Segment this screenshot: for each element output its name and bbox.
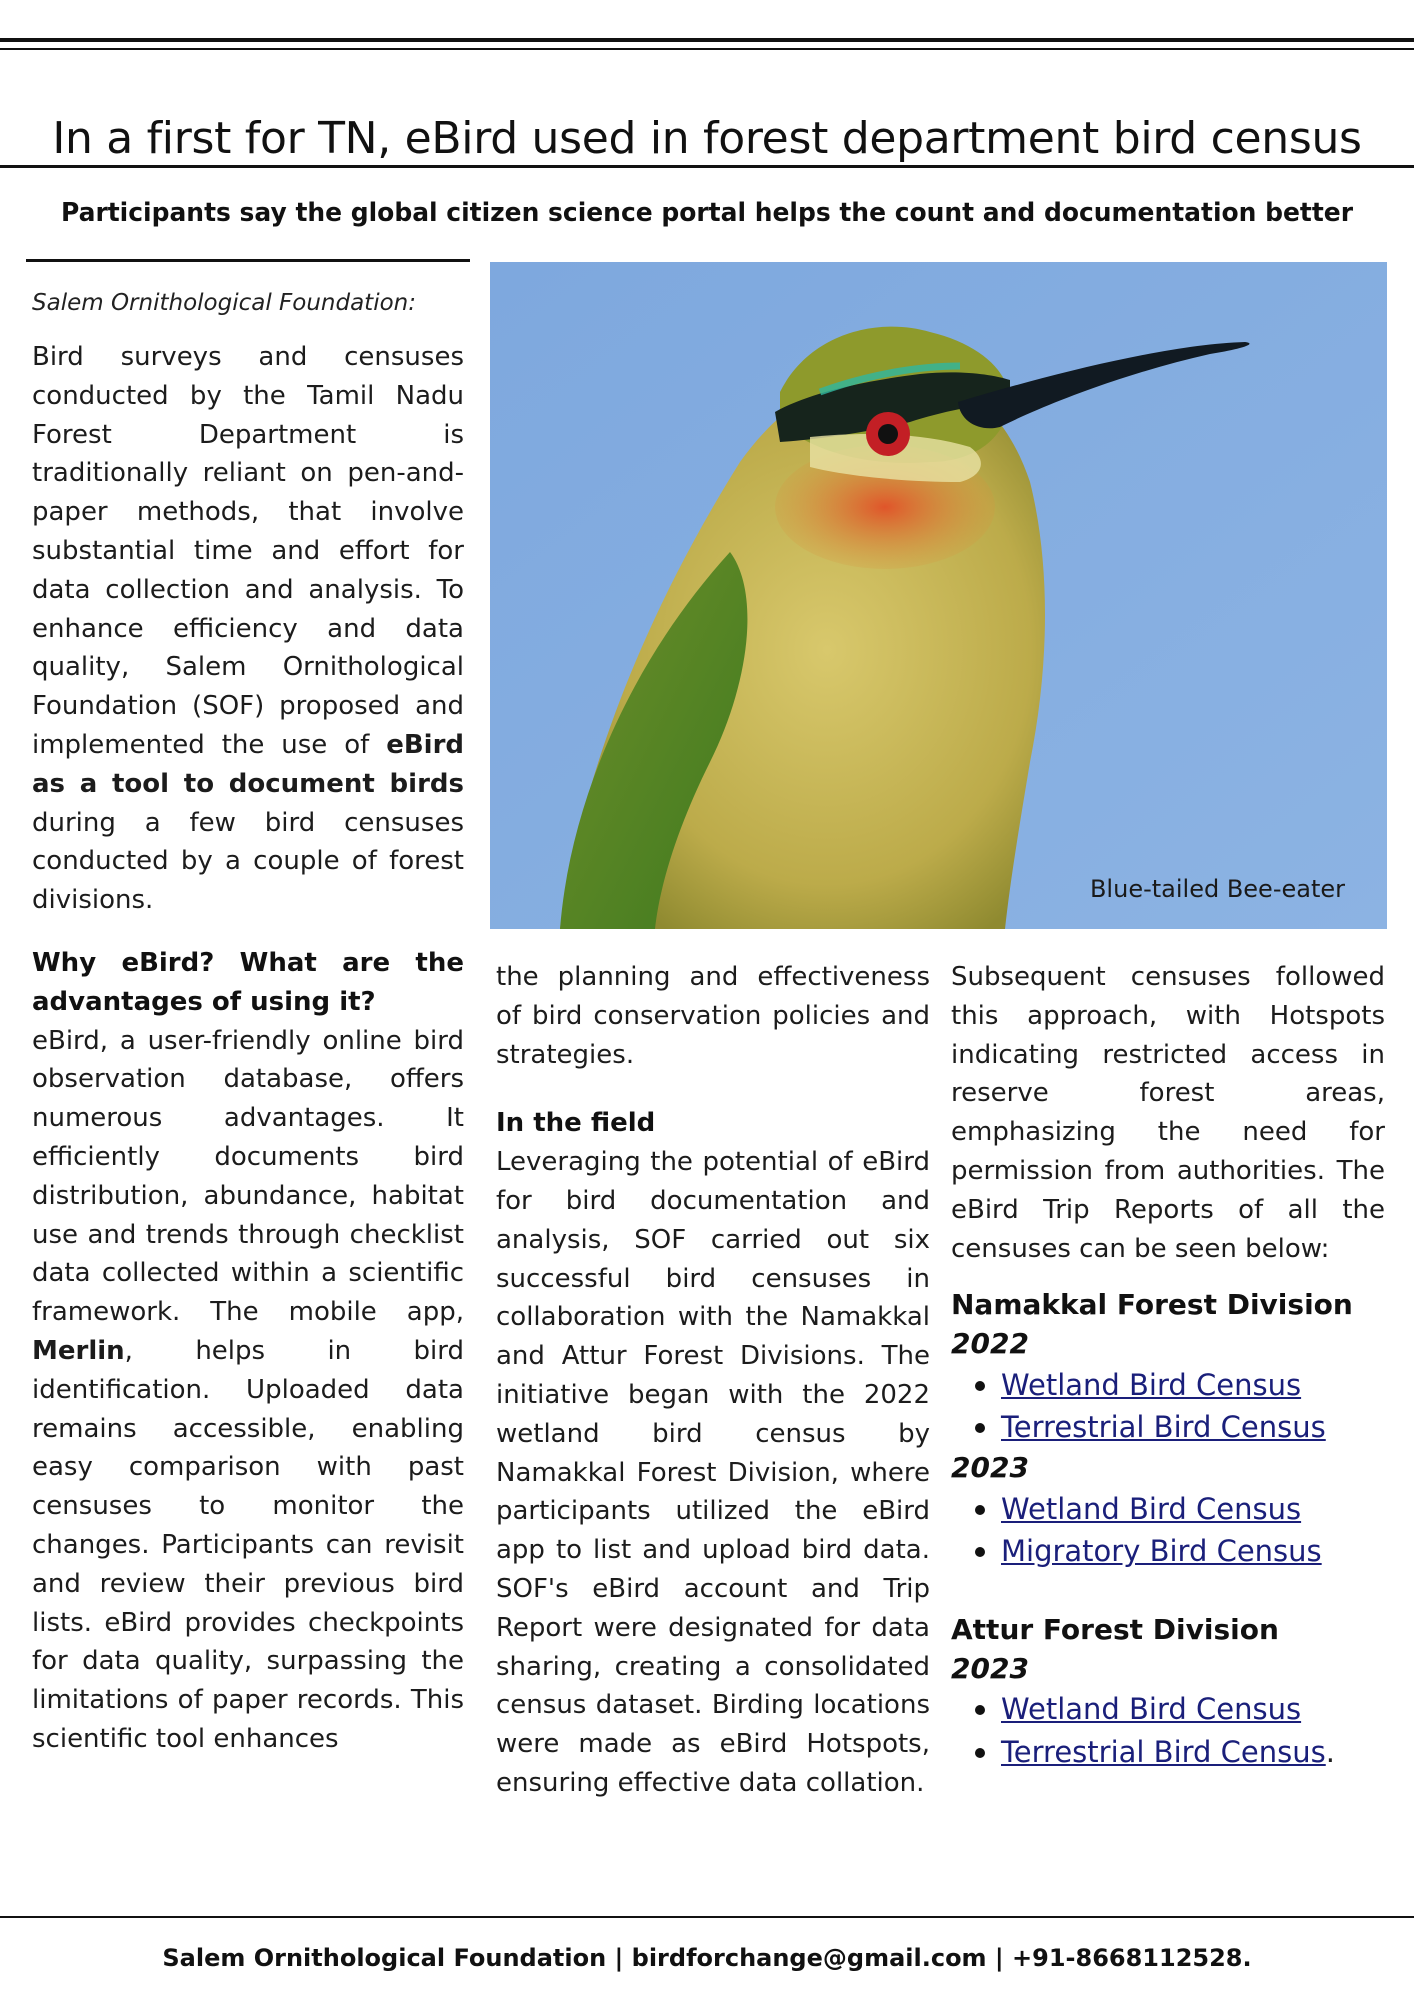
why-heading: Why eBird? What are the advantages of using it? — [32, 947, 464, 1017]
column-1 — [32, 280, 464, 1759]
link-namakkal-2022-terrestrial[interactable]: Terrestrial Bird Census — [1001, 1410, 1326, 1445]
top-rule-thin — [0, 48, 1414, 50]
trip-reports-paragraph: Subsequent censuses followed this approach, with Hotspots indicating restricted access in reserve forest areas, emphasizing the need for permission from authorities. The eBird Trip Reports of all the censuses can be seen below: — [951, 962, 1385, 1264]
footer-rule — [0, 1916, 1414, 1918]
link-attur-2023-terrestrial[interactable]: Terrestrial Bird Census — [1001, 1734, 1326, 1769]
link-namakkal-2023-wetland[interactable]: Wetland Bird Census — [1001, 1491, 1302, 1526]
list-item — [975, 1488, 1385, 1531]
intro-bold-phrase: eBird as a tool to document birds — [32, 729, 464, 799]
field-heading: In the field — [496, 1108, 656, 1139]
link-namakkal-2022-wetland[interactable]: Wetland Bird Census — [1001, 1367, 1302, 1402]
list-item — [975, 1364, 1385, 1407]
link-namakkal-2023-migratory[interactable]: Migratory Bird Census — [1001, 1534, 1322, 1569]
column-2 — [496, 958, 930, 1803]
namakkal-2023-links — [951, 1488, 1385, 1573]
list-item — [975, 1731, 1385, 1774]
trailing-period: . — [1325, 1734, 1335, 1769]
column-3 — [951, 958, 1385, 1773]
attur-heading: Attur Forest Division — [951, 1612, 1279, 1646]
list-item — [975, 1406, 1385, 1449]
attur-year-2023: 2023 — [951, 1651, 1029, 1685]
photo-caption: Blue-tailed Bee-eater — [1089, 875, 1345, 903]
namakkal-2022-links — [951, 1364, 1385, 1449]
namakkal-year-2023: 2023 — [951, 1450, 1029, 1484]
page-subtitle: Participants say the global citizen science portal helps the count and documentation better — [60, 198, 1354, 228]
field-paragraph: Leveraging the potential of eBird for bird documentation and analysis, SOF carried out six successful bird censuses in collaboration with the Namakkal and Attur Forest Divisions. The initiative began with the 2022 wetland bird census by Namakkal Forest Division, where participants utilized the eBird app to list and upload bird data. SOF's eBird account and Trip Report were designated for data sharing, creating a consolidated census dataset. Birding locations were made as eBird Hotspots, ensuring effective data collation. — [496, 1147, 930, 1798]
intro-paragraph: Bird surveys and censuses conducted by the Tamil Nadu Forest Department is traditionally reliant on pen-and-paper methods, that involve substantial time and effort for data collection and analysis. To enhance efficiency and data quality, Salem Ornithological Foundation (SOF) proposed and implemented the use of eBird as a tool to document birds during a few bird censuses conducted by a couple of forest divisions. — [32, 342, 464, 916]
continuation-paragraph: the planning and effectiveness of bird conservation policies and strategies. — [496, 962, 930, 1070]
bird-photo — [490, 262, 1387, 929]
list-item — [975, 1688, 1385, 1731]
title-underline — [0, 165, 1414, 168]
namakkal-heading: Namakkal Forest Division — [951, 1288, 1353, 1322]
top-rule-thick — [0, 38, 1414, 42]
why-paragraph: eBird, a user-friendly online bird observation database, offers numerous advantages. It efficiently documents bird distribution, abundance, habitat use and trends through checklist data collected within a scientific framework. The mobile app, Merlin, helps in bird identification. Uploaded data remains accessible, enabling easy comparison with past censuses to monitor the changes. Participants can revisit and review their previous bird lists. eBird provides checkpoints for data quality, surpassing the limitations of paper records. This scientific tool enhances — [32, 1025, 464, 1754]
attur-2023-links — [951, 1688, 1385, 1773]
merlin-bold: Merlin — [32, 1335, 125, 1366]
bee-eater-illustration — [490, 262, 1387, 929]
byline: Salem Ornithological Foundation: — [32, 290, 416, 316]
namakkal-year-2022: 2022 — [951, 1327, 1029, 1361]
footer-contact: Salem Ornithological Foundation | birdforchange@gmail.com | +91-8668112528. — [162, 1944, 1252, 1972]
list-item — [975, 1530, 1385, 1573]
link-attur-2023-wetland[interactable]: Wetland Bird Census — [1001, 1692, 1302, 1727]
byline-rule — [26, 259, 470, 262]
page-title: In a first for TN, eBird used in forest department bird census — [52, 113, 1362, 165]
